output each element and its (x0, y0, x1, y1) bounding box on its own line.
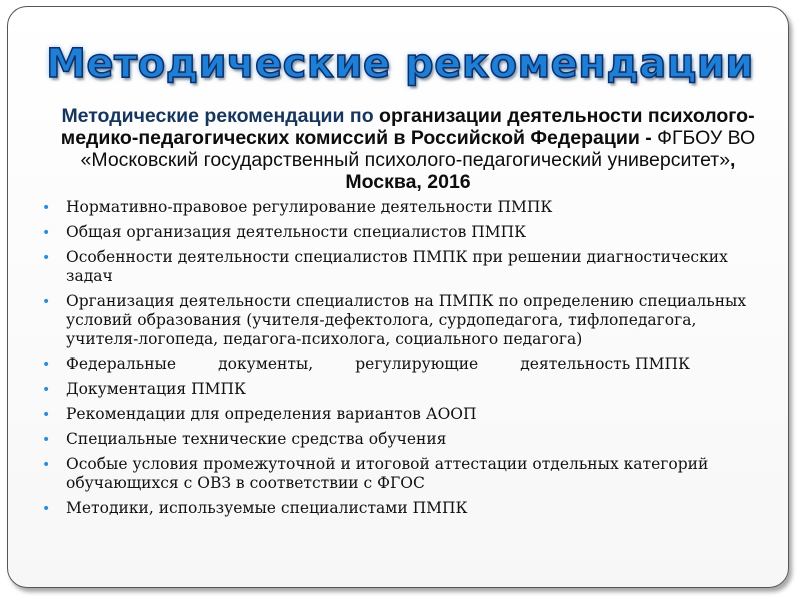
bullet-dot-icon: • (42, 225, 51, 241)
slide-title: Методические рекомендации (46, 41, 754, 87)
list-item: • Особые условия промежуточной и итоговой аттестации отдельных категорий обучающихся с ОВЗ в соответствии с ФГОС (42, 455, 709, 492)
list-item (40, 355, 760, 374)
bullet-dot-icon: • (42, 294, 51, 310)
bullet-dot-icon: • (42, 250, 51, 266)
list-item: • Организация деятельности специалистов на ПМПК по определению специальных условий образования (учителя-дефектолога, сурдопедагога, тифлопедагога, учителя-логопеда, педагога-психолога, социального педагога) (42, 292, 747, 348)
bullet-list (40, 198, 760, 524)
list-item: • Документация ПМПК (42, 380, 247, 398)
subtitle-dash: - (639, 127, 658, 149)
subtitle-bold: организации деятельности психолого-медико-педагогических комиссий в Российской Федерации (60, 105, 755, 149)
subtitle-tail: , Москва, 2016 (345, 149, 736, 193)
list-item: • Рекомендации для определения вариантов АООП (42, 405, 477, 423)
list-item-federal: Федеральные документы, регулирующие деятельность ПМПК (66, 355, 690, 373)
bullet-dot-icon: • (42, 382, 51, 398)
list-item: • Особенности деятельности специалистов ПМПК при решении диагностических задач (42, 248, 728, 285)
bullet-dot-icon: • (42, 357, 51, 373)
slide-subtitle (58, 105, 758, 193)
bullet-dot-icon: • (42, 200, 51, 216)
list-item: • Нормативно-правовое регулирование деятельности ПМПК (42, 198, 553, 216)
list-item: • Специальные технические средства обучения (42, 430, 447, 448)
bullet-dot-icon: • (42, 432, 51, 448)
bullet-dot-icon: • (42, 457, 51, 473)
list-item: • Общая организация деятельности специалистов ПМПК (42, 223, 527, 241)
bullet-dot-icon: • (42, 407, 51, 423)
bullet-dot-icon: • (42, 501, 51, 517)
list-item: • Методики, используемые специалистами ПМПК (42, 499, 468, 517)
subtitle-organization: ФГБОУ ВО «Московский государственный психолого-педагогический университет» (80, 127, 756, 171)
subtitle-lead: Методические рекомендации по (61, 105, 380, 127)
